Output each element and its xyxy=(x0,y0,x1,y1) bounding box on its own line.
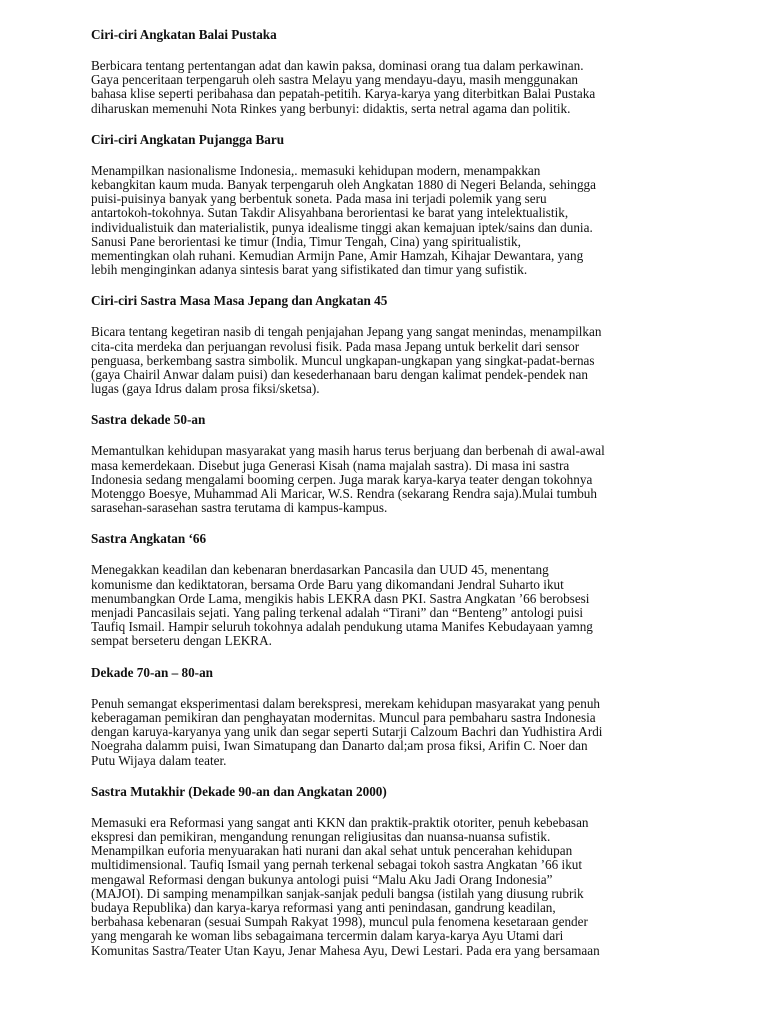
text-line: Memantulkan kehidupan masyarakat yang masih harus terus berjuang dan berbenah di awal-awal xyxy=(91,443,605,459)
text-line: puisi-puisinya banyak yang berbentuk soneta. Pada masa ini terjadi polemik yang seru xyxy=(91,191,547,207)
section-heading: Ciri-ciri Angkatan Pujangga Baru xyxy=(91,131,285,147)
text-line: mementingkan olah ruhani. Kemudian Armijn Pane, Amir Hamzah, Kihajar Dewantara, yang xyxy=(91,248,584,264)
text-line: kebangkitan kaum muda. Banyak terpengaruh oleh Angkatan 1880 di Negeri Belanda, sehingga xyxy=(91,177,597,193)
text-line: Noegraha dalamm puisi, Iwan Simatupang dan Danarto dal;am prosa fiksi, Arifin C. Noer dan xyxy=(91,738,588,754)
text-line: sempat berseteru dengan LEKRA. xyxy=(91,633,272,649)
text-line: diharuskan memenuhi Nota Rinkes yang berbunyi: didaktis, serta netral agama dan politik. xyxy=(91,100,571,116)
section-dekade-70-80 xyxy=(91,665,691,768)
section-heading: Ciri-ciri Angkatan Balai Pustaka xyxy=(91,27,277,42)
text-line: multidimensional. Taufiq Ismail yang pernah terkenal sebagai tokoh sastra Angkatan ’66 ikut xyxy=(91,857,583,873)
document-page xyxy=(91,27,691,974)
text-line: komunisme dan kediktatoran, bersama Orde Baru yang dikomandani Jendral Suharto ikut xyxy=(91,576,564,592)
text-line: menumbangkan Orde Lama, mengikis habis LEKRA dasn PKI. Sastra Angkatan ’66 berobsesi xyxy=(91,590,590,606)
text-line: Sanusi Pane berorientasi ke timur (India, Timur Tengah, Cina) yang spiritualistik, xyxy=(91,233,521,249)
text-line: sarasehan-sarasehan sastra terutama di kampus-kampus. xyxy=(91,500,388,516)
section-angkatan-66 xyxy=(91,531,691,648)
text-line: Menegakkan keadilan dan kebenaran bnerdasarkan Pancasila dan UUD 45, menentang xyxy=(91,562,549,578)
section-heading: Ciri-ciri Sastra Masa Masa Jepang dan Angkatan 45 xyxy=(91,293,388,309)
section-paragraph xyxy=(91,444,691,515)
text-line: dengan karuya-karyanya yang unik dan segar seperti Sutarji Calzoum Bachri dan Yudhistira Ardi xyxy=(91,724,603,740)
text-line: mengawal Reformasi dengan bukunya antologi puisi “Malu Aku Jadi Orang Indonesia” xyxy=(91,871,553,887)
text-line: Menampilkan nasionalisme Indonesia,. memasuki kehidupan modern, menampakkan xyxy=(91,162,541,178)
section-paragraph xyxy=(91,59,691,116)
text-line: ekspresi dan pemikiran, mengandung renungan religiusitas dan nuansa-nuansa sufistik. xyxy=(91,828,551,844)
text-line: Gaya penceritaan terpengaruh oleh sastra Melayu yang mendayu-dayu, masih menggunakan xyxy=(91,72,579,88)
text-line: Motenggo Boesye, Muhammad Ali Maricar, W.S. Rendra (sekarang Rendra saja).Mulai tumbuh xyxy=(91,486,597,502)
section-heading: Dekade 70-an – 80-an xyxy=(91,664,213,680)
section-balai-pustaka xyxy=(91,27,691,116)
text-line: Menampilkan euforia menyuarakan hati nurani dan akal sehat untuk pencerahan kehidupan xyxy=(91,843,573,859)
text-line: Taufiq Ismail. Hampir seluruh tokohnya adalah pendukung utama Manifes Kebudayaan yamng xyxy=(91,619,593,635)
section-dekade-50 xyxy=(91,412,691,515)
section-heading: Sastra Angkatan ‘66 xyxy=(91,531,207,547)
text-line: Indonesia sedang mengalami booming cerpen. Juga marak karya-karya teater dengan tokohnya xyxy=(91,471,593,487)
text-line: antartokoh-tokohnya. Sutan Takdir Alisyahbana berorientasi ke barat yang intelektualistik, xyxy=(91,205,569,221)
text-line: Bicara tentang kegetiran nasib di tengah penjajahan Jepang yang sangat menindas, menampilkan xyxy=(91,324,602,340)
text-line: Putu Wijaya dalam teater. xyxy=(91,752,227,768)
text-line: Penuh semangat eksperimentasi dalam berekspresi, merekam kehidupan masyarakat yang penuh xyxy=(91,695,601,711)
section-paragraph xyxy=(91,697,691,768)
section-paragraph xyxy=(91,164,691,278)
text-line: cita-cita merdeka dan perjuangan revolusi fisik. Pada masa Jepang untuk berkelit dari sensor xyxy=(91,338,580,354)
section-paragraph xyxy=(91,325,691,396)
section-pujangga-baru xyxy=(91,132,691,278)
text-line: berbahasa kebenaran (sesuai Sumpah Rakyat 1998), muncul pula fenomena kesetaraan gender xyxy=(91,914,588,930)
text-line: bahasa klise seperti peribahasa dan pepatah-petitih. Karya-karya yang diterbitkan Balai Pustaka xyxy=(91,86,596,102)
text-line: Komunitas Sastra/Teater Utan Kayu, Jenar Mahesa Ayu, Dewi Lestari. Pada era yang bersamaan xyxy=(91,942,600,958)
section-heading: Sastra dekade 50-an xyxy=(91,412,206,428)
text-line: yang mengarah ke woman libs sebagaimana tercermin dalam karya-karya Ayu Utami dari xyxy=(91,928,564,944)
text-line: Memasuki era Reformasi yang sangat anti KKN dan praktik-praktik otoriter, penuh kebebasan xyxy=(91,814,589,830)
section-jepang-45 xyxy=(91,293,691,396)
section-sastra-mutakhir xyxy=(91,784,691,958)
text-line: (MAJOI). Di samping menampilkan sanjak-sanjak peduli bangsa (istilah yang diusung rubrik xyxy=(91,885,584,901)
section-heading: Sastra Mutakhir (Dekade 90-an dan Angkatan 2000) xyxy=(91,783,387,799)
text-line: lugas (gaya Idrus dalam prosa fiksi/sketsa). xyxy=(91,381,320,397)
text-line: menjadi Pancasilais sejati. Yang paling terkenal adalah “Tirani” dan “Benteng” antologi puisi xyxy=(91,605,584,621)
section-paragraph xyxy=(91,816,691,958)
text-line: keberagaman pemikiran dan penghayatan modernitas. Muncul para pembaharu sastra Indonesia xyxy=(91,709,596,725)
text-line: masa kemerdekaan. Disebut juga Generasi Kisah (nama majalah sastra). Di masa ini sastra xyxy=(91,457,570,473)
text-line: Berbicara tentang pertentangan adat dan kawin paksa, dominasi orang tua dalam perkawinan. xyxy=(91,58,584,73)
section-paragraph xyxy=(91,563,691,648)
text-line: budaya Republika) dan karya-karya reformasi yang anti penindasan, gandrung keadilan, xyxy=(91,899,556,915)
text-line: (gaya Chairil Anwar dalam puisi) dan kesederhanaan baru dengan kalimat pendek-pendek nan xyxy=(91,367,588,383)
text-line: lebih menginginkan adanya sintesis barat yang sifistikated dan timur yang sufistik. xyxy=(91,262,528,278)
text-line: penguasa, berkembang sastra simbolik. Muncul ungkapan-ungkapan yang singkat-padat-bernas xyxy=(91,352,595,368)
text-line: individualistuik dan materialistik, punya idealisme tinggi akan kemajuan iptek/sains dan dunia. xyxy=(91,219,593,235)
